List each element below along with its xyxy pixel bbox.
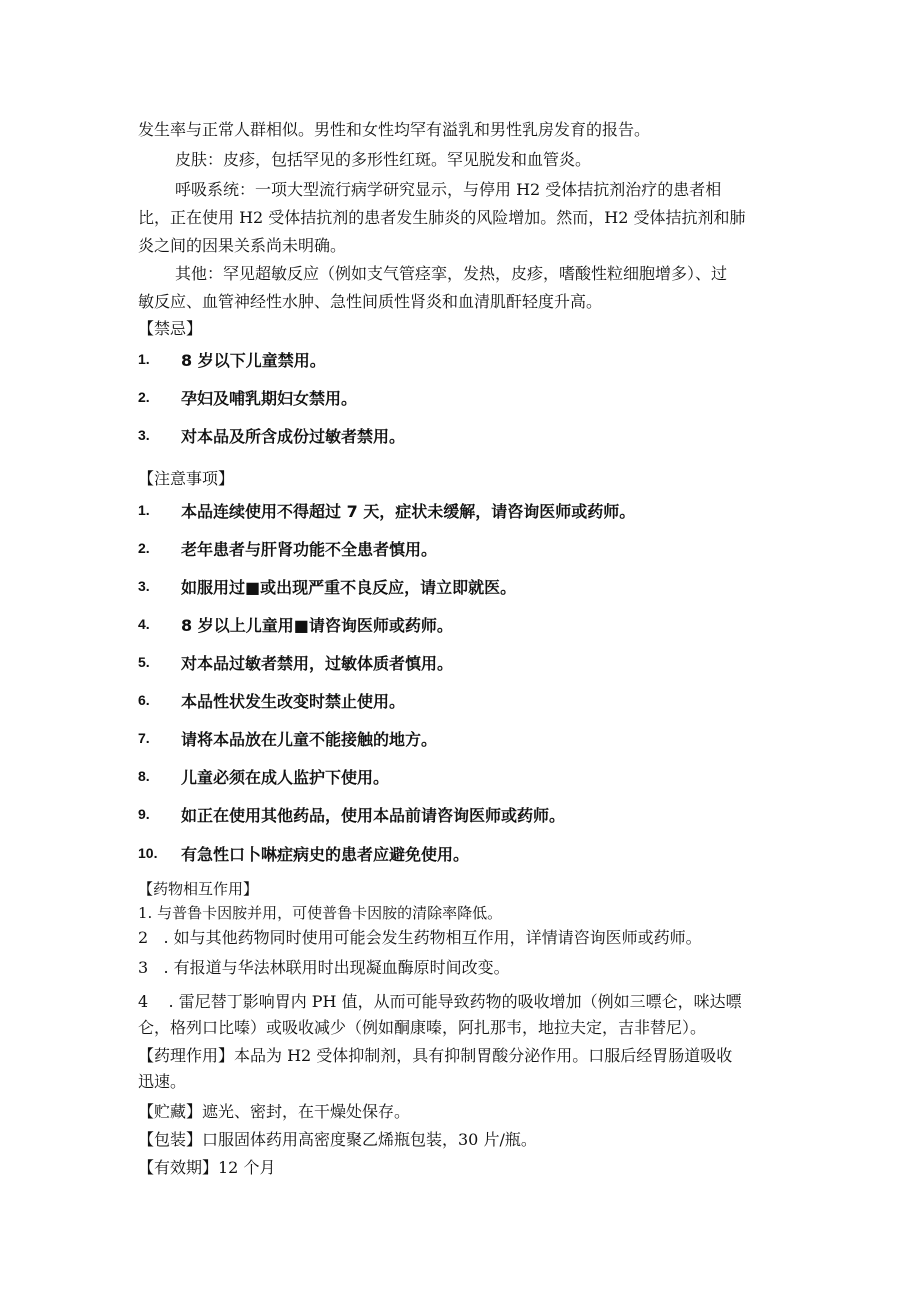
- precaution-number: 8.: [138, 768, 150, 784]
- precaution-number: 9.: [138, 806, 150, 822]
- adverse-skin-line: 皮肤：皮疹，包括罕见的多形性红斑。罕见脱发和血管炎。: [175, 150, 592, 169]
- adverse-resp-line-3: 炎之间的因果关系尚未明确。: [138, 236, 347, 255]
- package-line: 【包装】口服固体药用高密度聚乙烯瓶包装，30 片/瓶。: [138, 1130, 537, 1149]
- adverse-other-line-1: 其他：罕见超敏反应（例如支气管痉挛，发热，皮疹，嗜酸性粒细胞增多）、过: [175, 264, 728, 283]
- contraindications-heading: 【禁忌】: [138, 319, 203, 338]
- precaution-number: 3.: [138, 578, 150, 594]
- contraindication-text: 8 岁以下儿童禁用。: [181, 351, 326, 370]
- precaution-text: 8 岁以上儿童用■请咨询医师或药师。: [181, 616, 453, 635]
- interaction-item-4-line-2: 仑，格列口比嗪）或吸收减少（例如酮康嗪，阿扎那韦，地拉夫定，吉非替尼）。: [138, 1018, 707, 1037]
- contraindication-number: 3.: [138, 427, 150, 443]
- precaution-number: 6.: [138, 692, 150, 708]
- precaution-text: 有急性口卜啉症病史的患者应避免使用。: [181, 845, 470, 864]
- precautions-heading: 【注意事项】: [138, 469, 235, 488]
- interaction-item-1: 1. 与普鲁卡因胺并用，可使普鲁卡因胺的清除率降低。: [138, 904, 503, 922]
- pharmacology-line-2: 迅速。: [138, 1072, 187, 1091]
- precaution-text: 对本品过敏者禁用，过敏体质者慎用。: [181, 654, 454, 673]
- interaction-item-4-line-1: 4 . 雷尼替丁影响胃内 PH 值，从而可能导致药物的吸收增加（例如三嘌仑，咪达嘌: [138, 992, 742, 1011]
- precaution-text: 本品连续使用不得超过 7 天，症状未缓解，请咨询医师或药师。: [181, 502, 636, 521]
- precaution-text: 如服用过■或出现严重不良反应，请立即就医。: [181, 578, 517, 597]
- contraindication-text: 孕妇及哺乳期妇女禁用。: [181, 389, 358, 408]
- contraindication-text: 对本品及所含成份过敏者禁用。: [181, 427, 406, 446]
- interaction-item-2: 2 . 如与其他药物同时使用可能会发生药物相互作用，详情请咨询医师或药师。: [138, 928, 702, 947]
- precaution-text: 本品性状发生改变时禁止使用。: [181, 692, 406, 711]
- contraindication-number: 2.: [138, 389, 150, 405]
- precaution-text: 老年患者与肝肾功能不全患者慎用。: [181, 540, 438, 559]
- precaution-number: 7.: [138, 730, 150, 746]
- adverse-resp-line-1: 呼吸系统：一项大型流行病学研究显示，与停用 H2 受体拮抗剂治疗的患者相: [175, 180, 722, 199]
- precaution-number: 2.: [138, 540, 150, 556]
- interactions-heading: 【药物相互作用】: [138, 880, 259, 898]
- adverse-other-line-2: 敏反应、血管神经性水肿、急性间质性肾炎和血清肌酐轻度升高。: [138, 292, 603, 311]
- adverse-resp-line-2: 比，正在使用 H2 受体拮抗剂的患者发生肺炎的风险增加。然而，H2 受体拮抗剂和肺: [138, 208, 746, 227]
- precaution-number: 4.: [138, 616, 150, 632]
- precaution-number: 5.: [138, 654, 150, 670]
- precaution-number: 1.: [138, 502, 150, 518]
- validity-line: 【有效期】12 个月: [138, 1158, 276, 1177]
- pharmacology-line-1: 【药理作用】本品为 H2 受体抑制剂，具有抑制胃酸分泌作用。口服后经胃肠道吸收: [138, 1046, 733, 1065]
- contraindication-number: 1.: [138, 351, 150, 367]
- adverse-breast-line: 发生率与正常人群相似。男性和女性均罕有溢乳和男性乳房发育的报告。: [138, 120, 651, 139]
- precaution-text: 请将本品放在儿童不能接触的地方。: [181, 730, 438, 749]
- storage-line: 【贮藏】遮光、密封，在干燥处保存。: [138, 1102, 411, 1121]
- precaution-text: 儿童必须在成人监护下使用。: [181, 768, 390, 787]
- precaution-text: 如正在使用其他药品，使用本品前请咨询医师或药师。: [181, 806, 566, 825]
- precaution-number: 10.: [138, 845, 158, 861]
- interaction-item-3: 3 . 有报道与华法林联用时出现凝血酶原时间改变。: [138, 958, 510, 977]
